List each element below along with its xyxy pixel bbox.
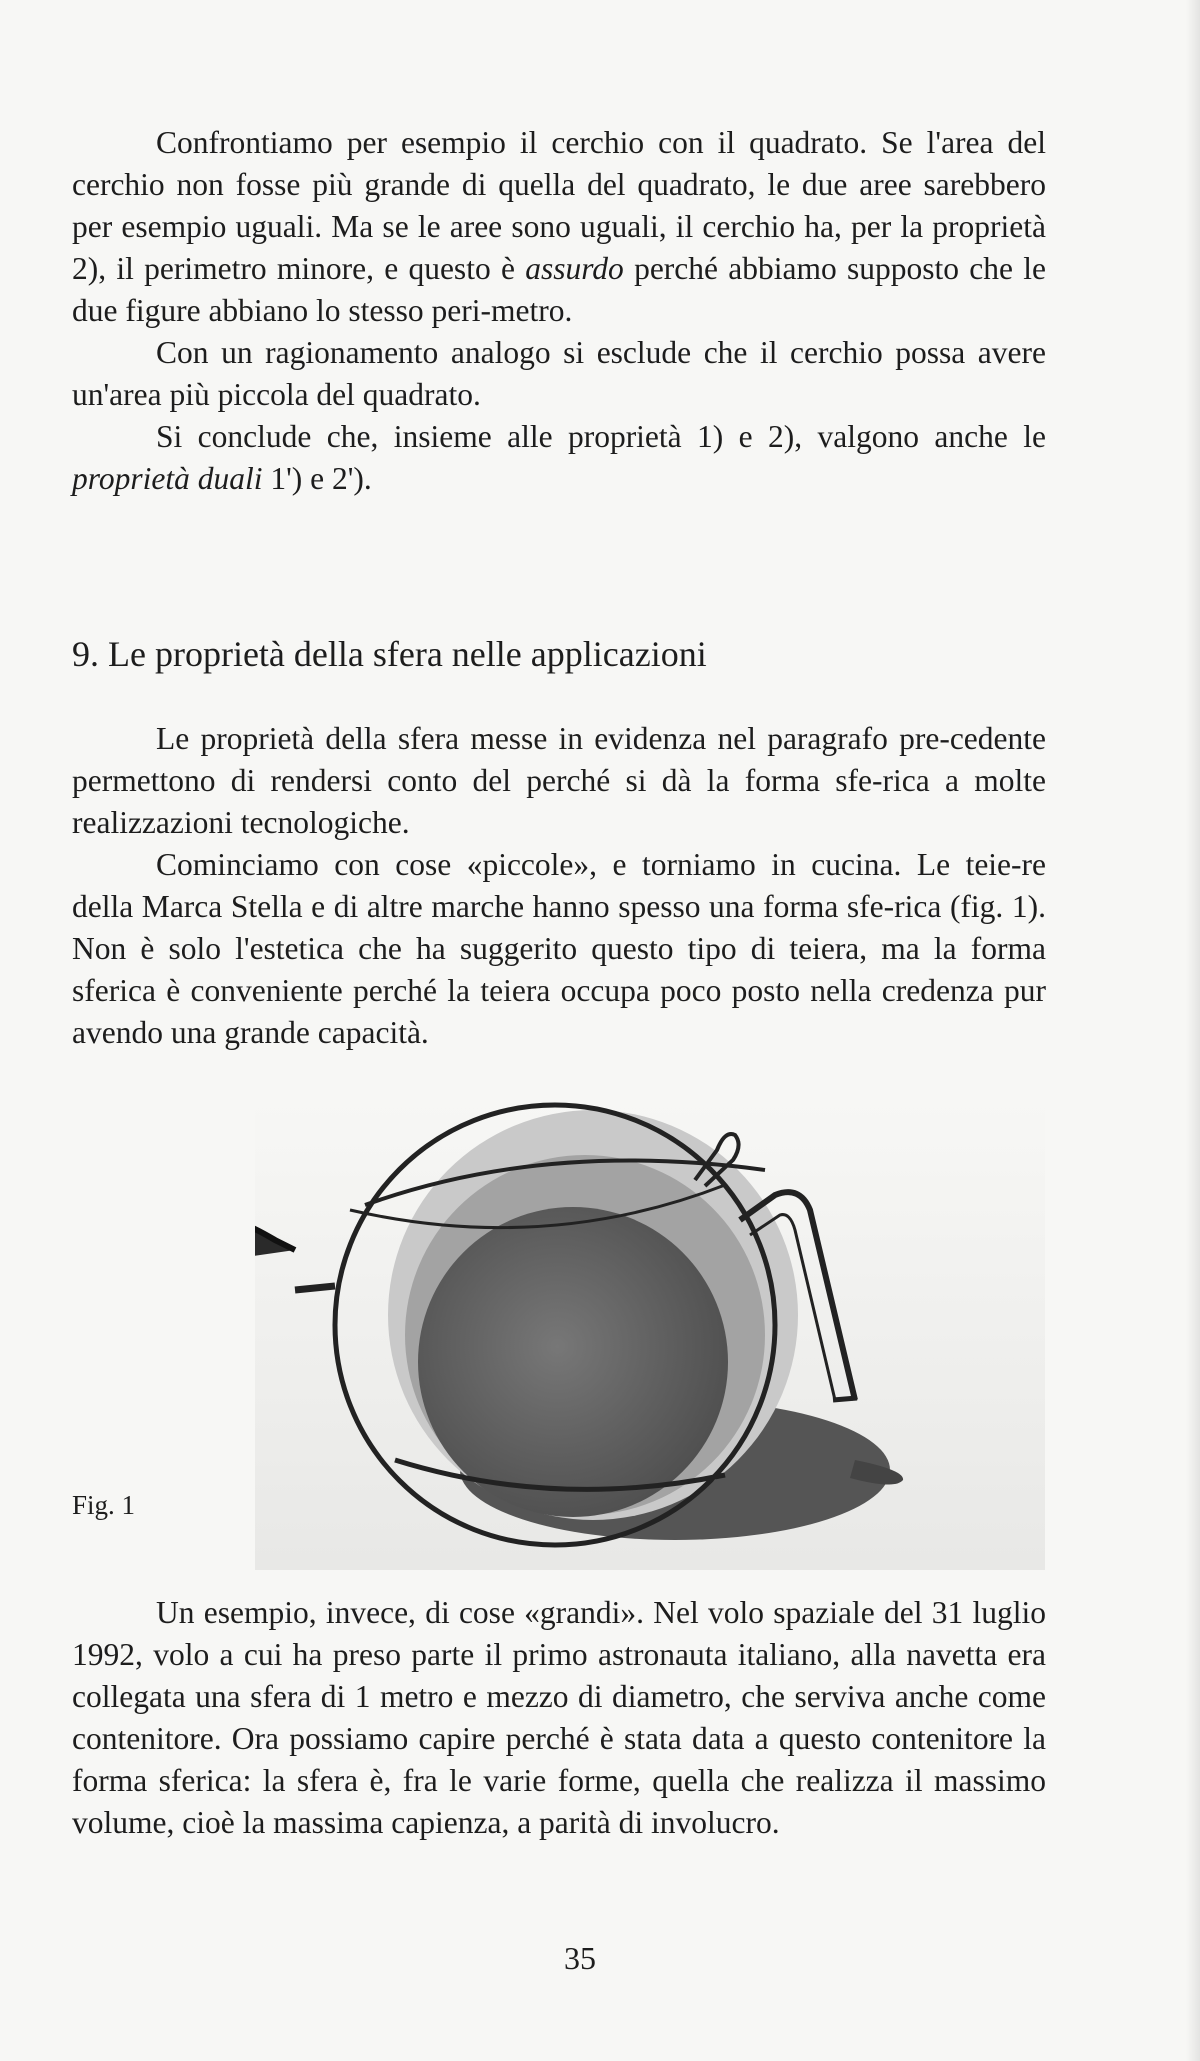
teapot-handle-joint [295, 1286, 335, 1290]
italic-word: assurdo [525, 251, 624, 286]
paragraph-sphere-properties: Le proprietà della sfera messe in evidenza nel paragrafo pre-cedente permettono di rendersi conto del perché si dà la forma sfe-rica a molte realizzazioni tecnologiche. [72, 721, 1046, 840]
teapot-illustration-icon [255, 1100, 1045, 1570]
paragraph-dual-properties: Si conclude che, insieme alle proprietà 1) e 2), valgono anche le proprietà duali 1') e 2'). [72, 419, 1046, 496]
page-edge-shadow [1186, 0, 1200, 2061]
italic-phrase: proprietà duali [72, 461, 263, 496]
section-heading: 9. Le proprietà della sfera nelle applicazioni [72, 634, 707, 674]
teapot-body-dark [418, 1207, 728, 1517]
top-text-block [72, 122, 1046, 500]
teapot-spout-tip [833, 1398, 857, 1400]
section-text-block [72, 718, 1046, 1054]
paragraph-teapots: Cominciamo con cose «piccole», e torniamo in cucina. Le teie-re della Marca Stella e di altre marche hanno spesso una forma sfe-rica (fig. 1). Non è solo l'estetica che ha suggerito questo tipo di teiera, ma la forma sferica è conveniente perché la teiera occupa poco posto nella credenza pur avendo una grande capacità. [72, 847, 1046, 1050]
bottom-text-block [72, 1592, 1046, 1844]
paragraph-analogous-reasoning: Con un ragionamento analogo si esclude che il cerchio possa avere un'area più piccola del quadrato. [72, 335, 1046, 412]
teapot-figure [255, 1100, 1045, 1570]
figure-label: Fig. 1 [72, 1490, 136, 1520]
page-number: 35 [564, 1940, 596, 1976]
paragraph-space-sphere: Un esempio, invece, di cose «grandi». Nel volo spaziale del 31 luglio 1992, volo a cui ha preso parte il primo astronauta italiano, alla navetta era collegata una sfera di 1 metro e mezzo di diametro, che serviva anche come contenitore. Ora possiamo capire perché è stata data a questo contenitore la forma sferica: la sfera è, fra le varie forme, quella che realizza il massimo volume, cioè la massima capienza, a parità di involucro. [72, 1595, 1046, 1840]
paragraph-circle-vs-square: Confrontiamo per esempio il cerchio con il quadrato. Se l'area del cerchio non fosse più grande di quella del quadrato, le due aree sarebbero per esempio uguali. Ma se le aree sono uguali, il cerchio ha, per la proprietà 2), il perimetro minore, e questo è assurdo perché abbiamo supposto che le due figure abbiano lo stesso peri-metro. [72, 125, 1046, 328]
